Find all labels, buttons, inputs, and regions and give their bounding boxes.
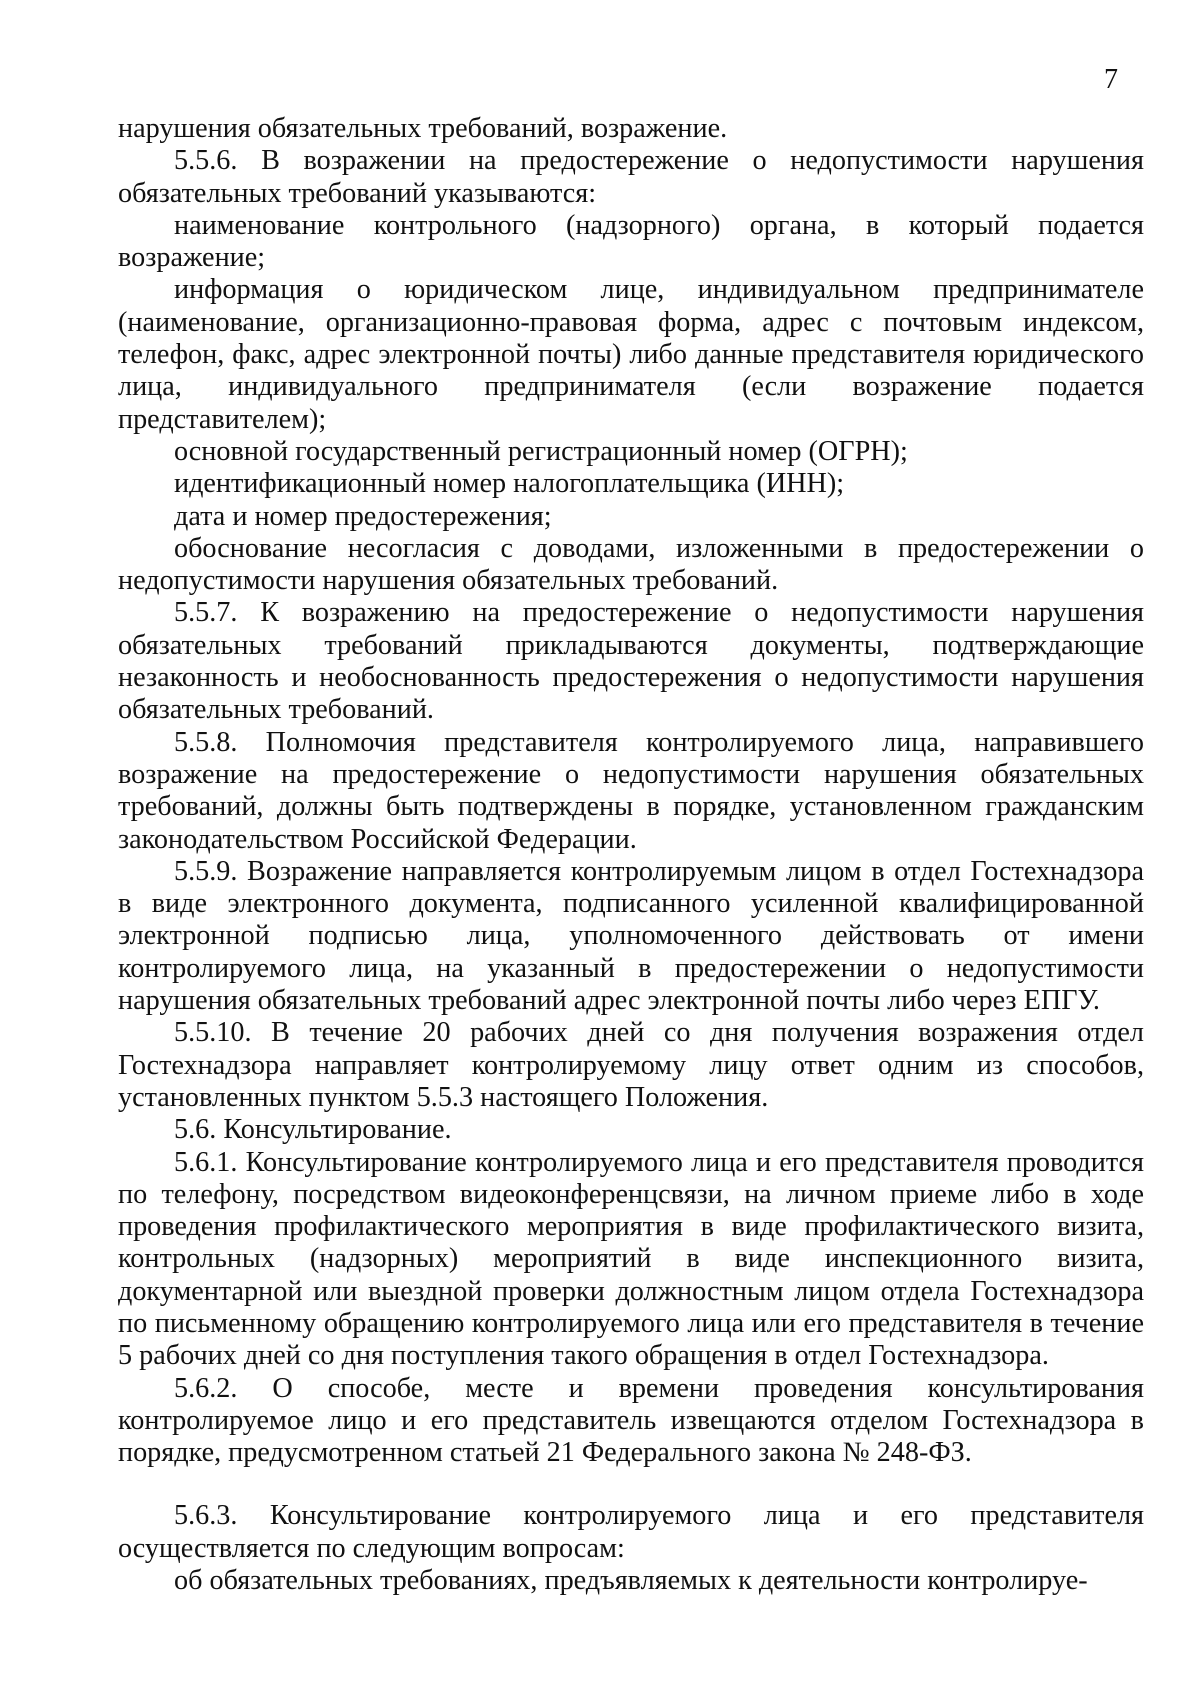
paragraph-5-5-7: 5.5.7. К возражению на предостережение о недопустимости нарушения обязательных требований прикладываются документы, подтверждающие незаконность и необоснованность предостережения о недопустимости нарушения обязательных требований. bbox=[118, 597, 1144, 726]
paragraph-disagreement-grounds: обоснование несогласия с доводами, изложенными в предостережении о недопустимости нарушения обязательных требований. bbox=[118, 532, 1144, 597]
paragraph-5-6-1: 5.6.1. Консультирование контролируемого лица и его представителя проводится по телефону, посредством видеоконференцсвязи, на личном приеме либо в ходе проведения профилактического мероприятия в виде профилактического визита, контрольных (надзорных) мероприятий в виде инспекционного визита, документарной или выездной проверки должностным лицом отдела Гостехнадзора по письменному обращению контролируемого лица или его представителя в течение 5 рабочих дней со дня поступления такого обращения в отдел Гостехнадзора. bbox=[118, 1146, 1144, 1372]
paragraph-organ-name: наименование контрольного (надзорного) органа, в который подается возражение; bbox=[118, 209, 1144, 274]
document-body bbox=[118, 113, 1144, 1597]
paragraph-inn: идентификационный номер налогоплательщика (ИНН); bbox=[174, 468, 845, 500]
paragraph-5-5-6: 5.5.6. В возражении на предостережение о недопустимости нарушения обязательных требований указываются: bbox=[118, 145, 1144, 209]
paragraph-5-6-2: 5.6.2. О способе, месте и времени проведения консультирования контролируемое лицо и его представитель извещаются отделом Гостехнадзора в порядке, предусмотренном статьей 21 Федерального закона № 248-ФЗ. bbox=[118, 1372, 1144, 1469]
paragraph-ogrn: основной государственный регистрационный номер (ОГРН); bbox=[174, 435, 908, 467]
page-number: 7 bbox=[1104, 64, 1118, 95]
paragraph-continuation: нарушения обязательных требований, возражение. bbox=[118, 113, 728, 144]
paragraph-5-5-8: 5.5.8. Полномочия представителя контролируемого лица, направившего возражение на предостережение о недопустимости нарушения обязательных требований, должны быть подтверждены в порядке, установленном гражданским законодательством Российской Федерации. bbox=[118, 726, 1144, 855]
paragraph-requirements-item: об обязательных требованиях, предъявляемых к деятельности контролируе- bbox=[174, 1565, 1088, 1597]
paragraph-5-5-9: 5.5.9. Возражение направляется контролируемым лицом в отдел Гостехнадзора в виде электронного документа, подписанного усиленной квалифицированной электронной подписью лица, уполномоченного действовать от имени контролируемого лица, на указанный в предостережении о недопустимости нарушения обязательных требований адрес электронной почты либо через ЕПГУ. bbox=[118, 855, 1144, 1017]
paragraph-warning-date-number: дата и номер предостережения; bbox=[174, 500, 552, 532]
paragraph-legal-entity-info: информация о юридическом лице, индивидуальном предпринимателе (наименование, организационно-правовая форма, адрес с почтовым индексом, телефон, факс, адрес электронной почты) либо данные представителя юридического лица, индивидуального предпринимателя (если возражение подается представителем); bbox=[118, 274, 1144, 435]
paragraph-5-6-3: 5.6.3. Консультирование контролируемого лица и его представителя осуществляется по следующим вопросам: bbox=[118, 1500, 1144, 1564]
paragraph-5-6: 5.6. Консультирование. bbox=[174, 1114, 452, 1146]
paragraph-5-5-10: 5.5.10. В течение 20 рабочих дней со дня получения возражения отдел Гостехнадзора направляет контролируемому лицу ответ одним из способов, установленных пунктом 5.5.3 настоящего Положения. bbox=[118, 1017, 1144, 1113]
